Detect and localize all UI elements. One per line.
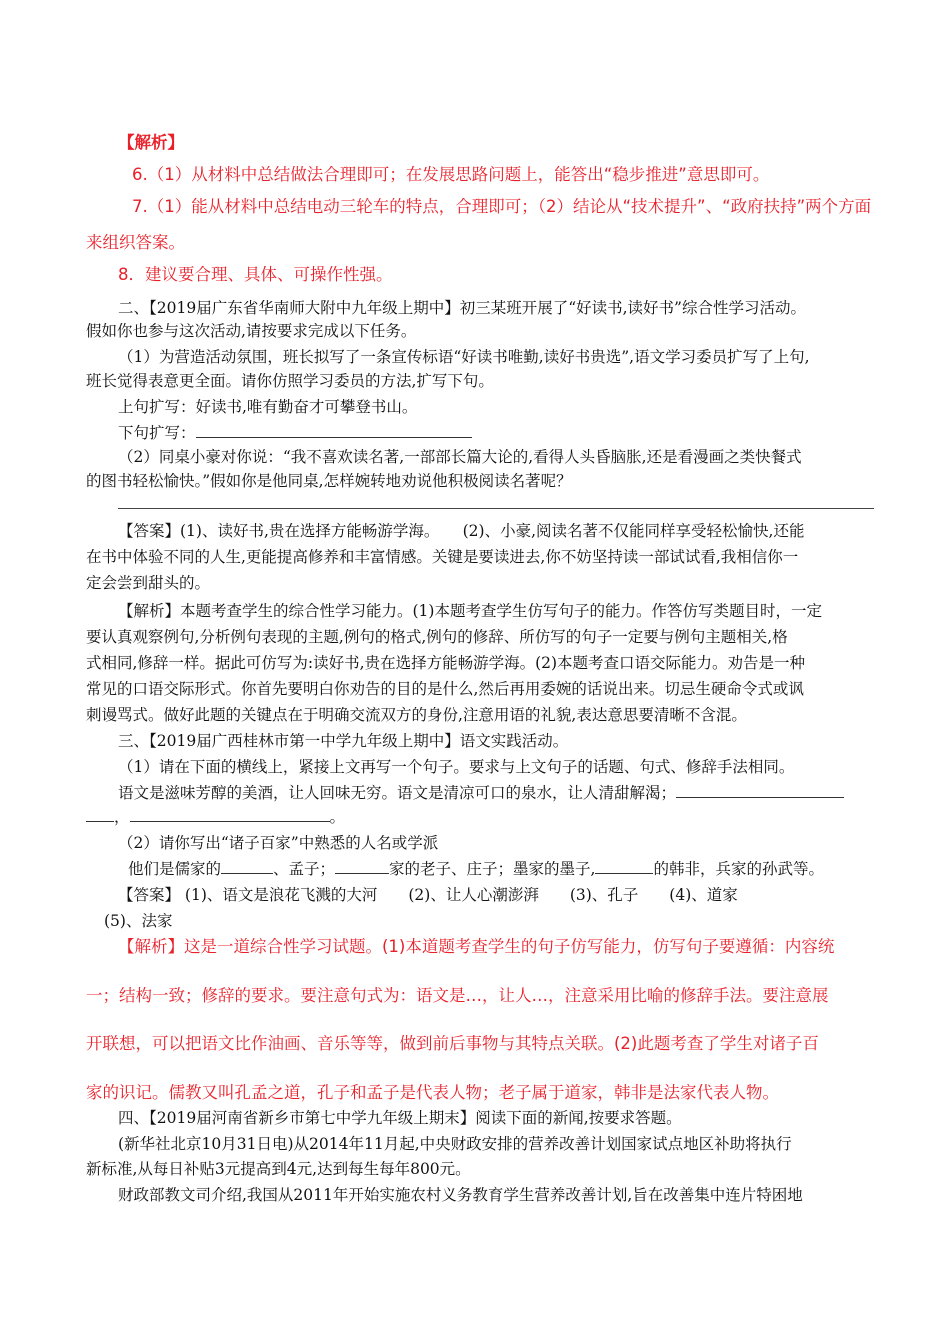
analysis-item-8: 8．建议要合理、具体、可操作性强。 (118, 265, 393, 284)
section2-header-a: 二、【2019届广东省华南师大附中九年级上期中】初三某班开展了“好读书,读好书”综合性学习活动。 (118, 299, 806, 317)
section2-analysis-d: 常见的口语交际形式。你首先要明白你劝告的目的是什么,然后再用委婉的话说出来。切忌生硬命令式或讽 (86, 680, 804, 698)
section3-answer-a: 【答案】 (1)、语文是浪花飞溅的大河 (2)、让人心潮澎湃 (3)、孔子 (4)、道家 (118, 886, 738, 904)
section2-lower-label: 下句扩写： (118, 424, 196, 442)
section4-p1-a: (新华社北京10月31日电)从2014年11月起,中央财政安排的营养改善计划国家试点地区补助将执行 (118, 1135, 792, 1153)
section2-header-b: 假如你也参与这次活动,请按要求完成以下任务。 (86, 322, 417, 340)
answer-blank[interactable] (335, 859, 389, 874)
section3-header: 三、【2019届广西桂林市第一中学九年级上期中】语文实践活动。 (118, 732, 569, 750)
answer-blank[interactable] (676, 783, 844, 798)
section2-answer-a: 【答案】(1)、读好书,贵在选择方能畅游学海。 (2)、小豪,阅读名著不仅能同样享受轻松愉快,还能 (118, 522, 805, 540)
answer-blank[interactable] (196, 423, 472, 438)
section3-answer-b: (5)、法家 (104, 912, 173, 930)
period-text: 。 (329, 808, 346, 826)
section2-q2-b: 的图书轻松愉快。”假如你是他同桌,怎样婉转地劝说他积极阅读名著呢？ (86, 472, 572, 490)
section3-analysis-d: 家的识记。儒教又叫孔孟之道，孔子和孟子是代表人物；老子属于道家，韩非是法家代表人物。 (86, 1083, 779, 1102)
section2-lower-expansion (118, 423, 472, 443)
section3-sentence-end (86, 807, 345, 827)
section3-sentence-text: 语文是滋味芳醇的美酒，让人回味无穷。语文是清凉可口的泉水，让人清甜解渴； (118, 784, 677, 802)
section2-q2-a: （2）同桌小豪对你说：“我不喜欢读名著,一部部长篇大论的,看得人头昏脑胀,还是看漫画之类快餐式 (118, 448, 802, 466)
analysis-item-6: 6.（1）从材料中总结做法合理即可；在发展思路问题上，能答出“稳步推进”意思即可。 (132, 165, 770, 184)
answer-blank[interactable] (595, 859, 653, 874)
section2-upper-expansion: 上句扩写：好读书,唯有勤奋才可攀登书山。 (118, 398, 418, 416)
section2-q1-a: （1）为营造活动氛围，班长拟写了一条宣传标语“好读书唯勤,读好书贵选”,语文学习委员扩写了上句, (118, 348, 810, 366)
answer-blank[interactable] (221, 859, 273, 874)
section3-fill-line (128, 859, 824, 879)
fill-text-4: 的韩非，兵家的孙武等。 (653, 860, 824, 878)
analysis-item-7a: 7.（1）能从材料中总结电动三轮车的特点，合理即可；（2）结论从“技术提升”、“政府扶持”两个方面 (132, 197, 872, 216)
answer-rule[interactable] (118, 508, 874, 509)
section3-analysis-a: 【解析】这是一道综合性学习试题。(1)本道题考查学生的句子仿写能力，仿写句子要遵循：内容统 (118, 937, 835, 956)
section4-p1-b: 新标准,从每日补贴3元提高到4元,达到每生每年800元。 (86, 1160, 471, 1178)
section2-analysis-a: 【解析】本题考查学生的综合性学习能力。(1)本题考查学生仿写句子的能力。作答仿写类题目时，一定 (118, 602, 822, 620)
section2-analysis-b: 要认真观察例句,分析例句表现的主题,例句的格式,例句的修辞、所仿写的句子一定要与例句主题相关,格 (86, 628, 788, 646)
analysis-heading: 【解析】 (118, 133, 184, 152)
answer-blank[interactable] (130, 807, 330, 822)
section3-analysis-c: 开联想，可以把语文比作油画、音乐等等，做到前后事物与其特点关联。(2)此题考查了学生对诸子百 (86, 1034, 819, 1053)
fill-text-1: 他们是儒家的 (128, 860, 222, 878)
section3-q2: （2）请你写出“诸子百家”中熟悉的人名或学派 (118, 834, 439, 852)
section2-answer-b: 在书中体验不同的人生,更能提高修养和丰富情感。关键是要读进去,你不妨坚持读一部试试看,我相信你一 (86, 548, 799, 566)
section2-q1-b: 班长觉得表意更全面。请你仿照学习委员的方法,扩写下句。 (86, 372, 494, 390)
section4-header: 四、【2019届河南省新乡市第七中学九年级上期末】阅读下面的新闻,按要求答题。 (118, 1109, 682, 1127)
section3-q1: （1）请在下面的横线上，紧接上文再写一个句子。要求与上文句子的话题、句式、修辞手法相同。 (118, 758, 795, 776)
section2-answer-c: 定会尝到甜头的。 (86, 574, 211, 592)
section2-analysis-e: 刺谩骂式。做好此题的关键点在于明确交流双方的身份,注意用语的礼貌,表达意思要清晰不含混。 (86, 706, 747, 724)
section3-sentence (118, 783, 844, 803)
fill-text-3: 家的老子、庄子；墨家的墨子, (389, 860, 596, 878)
section4-p2-a: 财政部教文司介绍,我国从2011年开始实施农村义务教育学生营养改善计划,旨在改善集中连片特困地 (118, 1186, 803, 1204)
section3-analysis-b: 一；结构一致；修辞的要求。要注意句式为：语文是…，让人…，注意采用比喻的修辞手法。要注意展 (86, 986, 829, 1005)
section2-analysis-c: 式相同,修辞一样。据此可仿写为:读好书,贵在选择方能畅游学海。(2)本题考查口语交际能力。劝告是一种 (86, 654, 806, 672)
comma-text: ， (114, 808, 130, 826)
analysis-item-7b: 来组织答案。 (86, 233, 185, 252)
answer-blank[interactable] (86, 807, 114, 822)
fill-text-2: 、孟子； (273, 860, 336, 878)
